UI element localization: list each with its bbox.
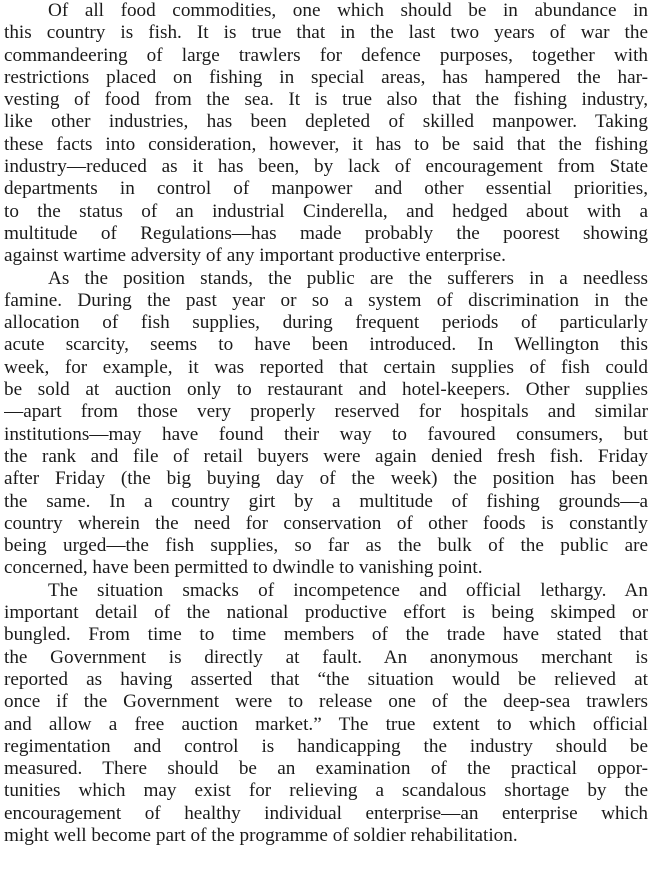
paragraph-3 bbox=[4, 580, 648, 848]
text-line: industry—reduced as it has been, by lack of encouragement from State bbox=[4, 156, 648, 178]
text-line: might well become part of the programme of soldier rehabilitation. bbox=[4, 824, 518, 846]
text-line: country wherein the need for conservation of other foods is constantly bbox=[4, 512, 648, 534]
text-line: commandeering of large trawlers for defence purposes, together with bbox=[4, 44, 648, 66]
text-line: bungled. From time to time members of the trade have stated that bbox=[4, 624, 648, 646]
text-line: regimentation and control is handicapping the industry should be bbox=[4, 735, 648, 757]
text-line: the same. In a country girt by a multitude of fishing grounds—a bbox=[4, 490, 648, 512]
text-line: institutions—may have found their way to favoured consumers, but bbox=[4, 423, 648, 445]
article-column bbox=[4, 0, 648, 847]
text-line: and allow a free auction market.” The true extent to which official bbox=[4, 713, 648, 735]
text-line: the rank and file of retail buyers were again denied fresh fish. Friday bbox=[4, 445, 648, 467]
text-line: to the status of an industrial Cinderella, and hedged about with a bbox=[4, 200, 648, 222]
text-line: measured. There should be an examination of the practical oppor- bbox=[4, 758, 648, 780]
paragraph-2 bbox=[4, 268, 648, 580]
text-line: vesting of food from the sea. It is true also that the fishing industry, bbox=[4, 89, 648, 111]
text-line: —apart from those very properly reserved for hospitals and similar bbox=[4, 401, 648, 423]
text-line: As the position stands, the public are the sufferers in a needless bbox=[48, 267, 648, 289]
text-line: famine. During the past year or so a system of discrimination in the bbox=[4, 289, 648, 311]
text-line: be sold at auction only to restaurant and hotel-keepers. Other supplies bbox=[4, 379, 648, 401]
text-line: multitude of Regulations—has made probably the poorest showing bbox=[4, 222, 648, 244]
text-line: The situation smacks of incompetence and official lethargy. An bbox=[48, 579, 648, 601]
text-line: allocation of fish supplies, during frequent periods of particularly bbox=[4, 312, 648, 334]
text-line: concerned, have been permitted to dwindle to vanishing point. bbox=[4, 557, 483, 579]
text-line: week, for example, it was reported that certain supplies of fish could bbox=[4, 356, 648, 378]
text-line: these facts into consideration, however, it has to be said that the fishing bbox=[4, 133, 648, 155]
text-line: Of all food commodities, one which should be in abundance in bbox=[48, 0, 648, 21]
text-line: after Friday (the big buying day of the week) the position has been bbox=[4, 468, 648, 490]
text-line: encouragement of healthy individual enterprise—an enterprise which bbox=[4, 802, 648, 824]
text-line: tunities which may exist for relieving a scandalous shortage by the bbox=[4, 780, 648, 802]
text-line: acute scarcity, seems to have been introduced. In Wellington this bbox=[4, 334, 648, 356]
text-line: being urged—the fish supplies, so far as the bulk of the public are bbox=[4, 535, 648, 557]
text-line: the Government is directly at fault. An anonymous merchant is bbox=[4, 646, 648, 668]
text-line: against wartime adversity of any important productive enterprise. bbox=[4, 245, 506, 267]
text-line: this country is fish. It is true that in the last two years of war the bbox=[4, 22, 648, 44]
paragraph-1 bbox=[4, 0, 648, 268]
text-line: important detail of the national productive effort is being skimped or bbox=[4, 602, 648, 624]
text-line: like other industries, has been depleted of skilled manpower. Taking bbox=[4, 111, 648, 133]
text-line: reported as having asserted that “the situation would be relieved at bbox=[4, 668, 648, 690]
text-line: once if the Government were to release one of the deep-sea trawlers bbox=[4, 691, 648, 713]
text-line: restrictions placed on fishing in special areas, has hampered the har- bbox=[4, 66, 648, 88]
text-line: departments in control of manpower and other essential priorities, bbox=[4, 178, 648, 200]
